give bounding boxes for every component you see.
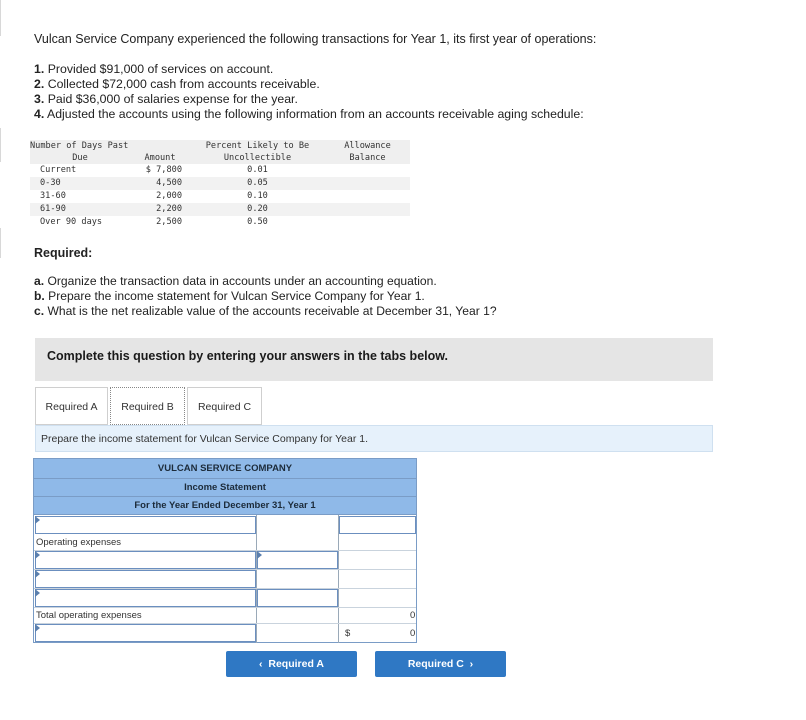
operating-expenses-label: Operating expenses — [36, 537, 122, 548]
frame-line — [0, 128, 1, 162]
income-statement — [33, 458, 417, 643]
expense-amount-input[interactable] — [257, 551, 338, 569]
revenue-amount-input[interactable] — [339, 516, 416, 534]
problem-intro: Vulcan Service Company experienced the following transactions for Year 1, its first year of operations: — [34, 32, 597, 46]
required-item: b. Prepare the income statement for Vulcan Service Company for Year 1. — [34, 289, 425, 303]
frame-line — [0, 228, 1, 258]
revenue-label-input[interactable] — [35, 516, 256, 534]
row-divider — [34, 607, 416, 608]
table-row: 31-60 2,000 0.10 — [40, 191, 268, 201]
required-item: a. Organize the transaction data in accounts under an accounting equation. — [34, 274, 437, 288]
header-allowance: Allowance Balance — [325, 140, 410, 164]
statement-period: For the Year Ended December 31, Year 1 — [34, 497, 416, 515]
table-row: 61-90 2,200 0.20 — [30, 203, 410, 216]
expense-label-input[interactable] — [35, 551, 256, 569]
prev-required-a-button[interactable]: ‹ Required A — [226, 651, 357, 677]
net-income-label-input[interactable] — [35, 624, 256, 642]
table-row: 0-30 4,500 0.05 — [30, 177, 410, 190]
required-heading: Required: — [34, 246, 93, 260]
tab-prompt: Prepare the income statement for Vulcan Service Company for Year 1. — [35, 425, 713, 452]
transaction-item: 4. Adjusted the accounts using the following information from an accounts receivable aging schedule: — [34, 107, 584, 121]
total-operating-expenses-label: Total operating expenses — [36, 610, 142, 621]
table-row: Over 90 days 2,500 0.50 — [40, 217, 268, 227]
statement-title: Income Statement — [34, 479, 416, 497]
tab-required-a[interactable]: Required A — [35, 387, 108, 425]
header-days: Number of Days Past Due — [30, 141, 129, 163]
transaction-item: 2. Collected $72,000 cash from accounts receivable. — [34, 77, 320, 91]
aging-schedule-table — [30, 140, 410, 229]
expense-amount-input[interactable] — [257, 589, 338, 607]
chevron-right-icon: › — [469, 658, 474, 670]
transaction-item: 1. Provided $91,000 of services on account. — [34, 62, 274, 76]
tab-required-b[interactable]: Required B — [110, 387, 185, 425]
header-percent: Percent Likely to Be Uncollectible — [190, 140, 325, 164]
frame-line — [0, 0, 1, 36]
statement-company: VULCAN SERVICE COMPANY — [34, 459, 416, 479]
transaction-list — [34, 62, 584, 122]
tab-required-c[interactable]: Required C — [187, 387, 262, 425]
header-amount: Amount — [130, 140, 190, 164]
table-row: Current $ 7,800 0.01 — [40, 165, 268, 175]
expense-label-input[interactable] — [35, 570, 256, 588]
chevron-left-icon: ‹ — [259, 658, 263, 670]
table-header-row — [30, 140, 410, 164]
required-list — [34, 274, 497, 319]
total-operating-expenses-value: 0 — [410, 610, 416, 621]
next-required-c-button[interactable]: Required C › — [375, 651, 506, 677]
instruction-banner: Complete this question by entering your answers in the tabs below. — [35, 338, 713, 381]
net-income-value: 0 — [410, 628, 416, 639]
net-currency-symbol: $ — [345, 628, 351, 639]
expense-label-input[interactable] — [35, 589, 256, 607]
required-item: c. What is the net realizable value of the accounts receivable at December 31, Year 1? — [34, 304, 497, 318]
transaction-item: 3. Paid $36,000 of salaries expense for the year. — [34, 92, 298, 106]
